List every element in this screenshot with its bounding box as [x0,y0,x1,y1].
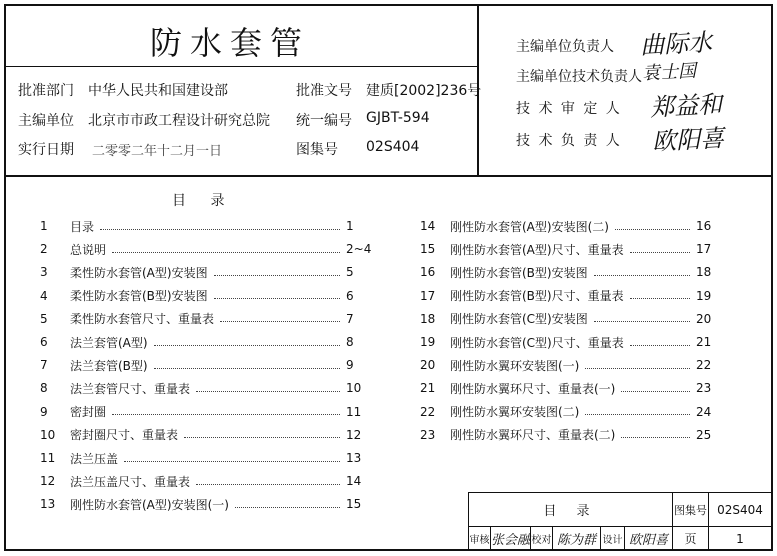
toc-entry-number: 10 [40,427,56,442]
toc-entry-number: 21 [420,381,436,396]
toc-entry-number: 19 [420,335,436,349]
toc-entry-title: 法兰压盖尺寸、重量表 [70,474,191,489]
toc-entry-leader [621,437,690,438]
toc-entry-leader [124,461,340,462]
toc-entry-page: 21 [696,335,712,349]
toc-entry [40,401,370,423]
editor-unit-value: 北京市市政工程设计研究总院 [88,113,270,129]
toc-entry-number: 4 [40,288,48,303]
atlas-no-label: 图集号 [296,142,338,158]
toc-entry-page: 25 [696,427,712,442]
sig-chief-tech: 袁士国 [641,60,697,85]
toc-entry-title: 刚性防水套管(B型)安装图 [450,265,588,280]
toc-entry-leader [196,391,340,392]
frame-right [771,4,773,551]
toc-entry [40,377,370,399]
toc-entry-number: 23 [420,427,436,442]
toc-entry [40,261,370,283]
toc-entry [40,215,370,237]
toc-entry-number: 5 [40,311,48,326]
approval-doc-value: 建质[2002]236号 [366,83,482,99]
toc-entry-page: 14 [346,474,362,489]
toc-entry-title: 法兰套管(A型) [70,335,148,350]
toc-entry [40,493,370,515]
impl-date-label: 实行日期 [18,142,74,158]
toc-entry-number: 17 [420,288,436,303]
toc-entry-number: 12 [40,474,56,489]
tb-page-value: 1 [736,531,744,546]
toc-entry-leader [235,507,340,508]
tb-atlas-value: 02S404 [717,502,763,517]
toc-entry-page: 10 [346,381,362,396]
tb-page-label: 页 [684,532,697,546]
toc-entry-number: 3 [40,265,48,280]
toc-entry-title: 刚性防水套管(C型)安装图 [450,312,588,327]
toc-entry-page: 8 [346,335,354,349]
toc-entry-page: 16 [696,219,712,233]
toc-entry-number: 15 [420,242,436,257]
toc-entry [420,377,720,399]
toc-entry-leader [214,298,340,299]
sig-tech-lead: 欧阳喜 [651,124,725,156]
toc-entry-page: 6 [346,288,354,303]
toc-entry-number: 9 [40,404,48,419]
toc-entry [40,447,370,469]
toc-entry-number: 18 [420,311,436,326]
toc-entry [420,401,720,423]
sig-label-chief-unit: 主编单位负责人 [516,39,614,55]
tb-atlas-label: 图集号 [674,503,707,517]
toc-entry [40,285,370,307]
toc-entry-page: 22 [696,358,712,373]
toc-entry [420,424,720,446]
toc-entry-page: 5 [346,265,354,280]
toc-entry-page: 19 [696,288,712,303]
toc-heading: 目 录 [172,193,235,209]
toc-entry-page: 17 [696,242,712,257]
toc-entry-title: 柔性防水套管尺寸、重量表 [70,312,215,327]
sig-tech-review: 郑益和 [649,90,723,122]
unified-no-label: 统一编号 [296,113,352,129]
toc-entry [420,285,720,307]
toc-entry-page: 12 [346,427,362,442]
approval-dept-value: 中华人民共和国建设部 [88,83,228,99]
toc-entry-number: 22 [420,404,436,419]
toc-entry-leader [594,275,690,276]
impl-date-value: 二零零二年十二月一日 [92,144,223,159]
toc-entry-leader [154,368,340,369]
toc-entry-leader [154,345,340,346]
frame-top [4,4,773,6]
toc-entry-page: 13 [346,451,362,465]
toc-entry-number: 1 [40,219,48,233]
sig-chief-unit: 曲际水 [639,28,713,60]
toc-entry-leader [615,229,690,230]
toc-entry-leader [112,252,340,253]
toc-entry-leader [594,321,690,322]
page-title: 防水套管 [150,24,311,62]
toc-entry-leader [184,437,340,438]
toc-entry-title: 法兰套管(B型) [70,358,148,373]
sig-label-tech-review: 技 术 审 定 人 [516,101,622,117]
header-divider-horizontal [4,175,773,177]
toc-entry [420,238,720,260]
toc-entry-number: 16 [420,265,436,280]
toc-entry-title: 法兰压盖 [70,451,119,466]
toc-entry-leader [585,368,690,369]
toc-entry-title: 密封圈 [70,405,107,420]
toc-entry-page: 9 [346,358,354,373]
toc-entry-title: 刚性防水翼环安装图(二) [450,405,580,420]
toc-entry-title: 总说明 [70,242,107,257]
toc-entry-title: 刚性防水翼环尺寸、重量表(一) [450,381,616,396]
editor-unit-label: 主编单位 [18,113,74,129]
toc-entry [40,424,370,446]
toc-entry-leader [112,414,340,415]
toc-entry [420,354,720,376]
tb-design-sig: 欧阳喜 [628,533,668,548]
toc-entry-title: 法兰套管尺寸、重量表 [70,381,191,396]
toc-entry-title: 刚性防水套管(A型)安装图(二) [450,219,609,234]
tb-review-label: 审核 [469,535,490,546]
toc-entry-page: 15 [346,497,362,512]
unified-no-value: GJBT-594 [366,110,430,126]
toc-entry-title: 目录 [70,219,95,234]
toc-entry-title: 密封圈尺寸、重量表 [70,428,179,443]
toc-entry-title: 刚性防水套管(A型)尺寸、重量表 [450,242,624,257]
toc-entry [420,308,720,330]
toc-entry-number: 13 [40,497,56,512]
toc-entry-leader [630,345,690,346]
toc-entry-leader [630,298,690,299]
toc-entry-title: 刚性防水套管(A型)安装图(一) [70,497,229,512]
atlas-no-value: 02S404 [366,139,420,155]
tb-check-label: 校对 [531,535,552,546]
toc-entry-leader [214,275,340,276]
toc-entry-number: 6 [40,335,48,349]
toc-entry [40,354,370,376]
sig-label-tech-lead: 技 术 负 责 人 [516,133,622,149]
toc-entry-page: 11 [346,404,362,419]
toc-entry-page: 1 [346,219,354,233]
toc-entry-page: 24 [696,404,712,419]
toc-entry [40,470,370,492]
approval-doc-label: 批准文号 [296,83,352,99]
sig-label-chief-tech: 主编单位技术负责人 [516,69,642,85]
toc-entry-leader [585,414,690,415]
approval-dept-label: 批准部门 [18,83,74,99]
toc-entry-leader [100,229,340,230]
tb-design-label: 设计 [602,535,623,546]
toc-entry-title: 刚性防水套管(B型)尺寸、重量表 [450,289,624,304]
tb-review-sig: 张会融 [491,533,531,548]
toc-entry [40,331,370,353]
toc-entry-number: 14 [420,219,436,233]
toc-entry [420,215,720,237]
toc-entry [420,261,720,283]
toc-entry-page: 20 [696,311,712,326]
toc-entry [420,331,720,353]
toc-entry-page: 7 [346,311,354,326]
toc-entry-page: 18 [696,265,712,280]
toc-entry-leader [196,484,340,485]
toc-entry-title: 刚性防水套管(C型)尺寸、重量表 [450,335,624,350]
toc-entry-title: 刚性防水翼环安装图(一) [450,358,580,373]
toc-entry-number: 20 [420,358,436,373]
toc-entry-number: 2 [40,242,48,257]
toc-entry-leader [630,252,690,253]
toc-entry-title: 柔性防水套管(B型)安装图 [70,289,208,304]
toc-entry [40,308,370,330]
toc-entry-leader [621,391,690,392]
toc-entry-page: 2~4 [346,242,372,257]
toc-entry-leader [220,321,340,322]
toc-entry [40,238,370,260]
toc-entry-number: 7 [40,358,48,373]
tb-check-sig: 陈为群 [556,533,596,548]
toc-entry-number: 8 [40,381,48,396]
toc-entry-number: 11 [40,451,56,465]
tb-name: 目 录 [543,504,598,519]
toc-entry-title: 柔性防水套管(A型)安装图 [70,265,208,280]
frame-left [4,4,6,551]
title-underline [4,66,479,67]
toc-entry-page: 23 [696,381,712,396]
toc-entry-title: 刚性防水翼环尺寸、重量表(二) [450,428,616,443]
